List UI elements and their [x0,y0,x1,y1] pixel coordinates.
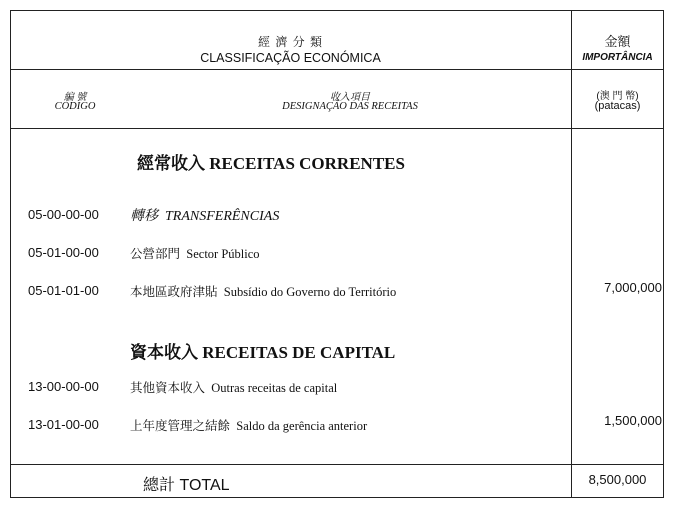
currency-header-pt: (patacas) [594,100,641,112]
row-designation [130,205,279,225]
header-divider-bottom [10,128,664,129]
header-divider-top [10,69,664,70]
section-current-pt: RECEITAS CORRENTES [209,154,405,173]
amount-title-zh: 金額 [604,34,631,49]
section-current-revenue [137,149,405,174]
row-designation [130,244,260,262]
designation-header-pt: DESIGNAÇÃO DAS RECEITAS [282,101,418,112]
total-label-zh: 總計 [143,477,176,494]
amount-column-divider [571,10,572,498]
section-capital-zh: 資本收入 [130,343,198,362]
section-capital-pt: RECEITAS DE CAPITAL [202,343,396,362]
row-designation-pt: Saldo da gerência anterior [236,419,368,433]
total-label-pt: TOTAL [179,477,230,494]
row-designation-zh: 公營部門 [130,247,181,261]
row-designation-zh: 本地區政府津貼 [130,285,218,299]
row-designation-pt: Subsídio do Governo do Território [223,285,397,299]
classification-title-pt: CLASSIFICAÇÃO ECONÓMICA [200,51,381,65]
code-header-pt: CÓDIGO [54,101,96,112]
currency-header-zh: (澳 門 幣) [596,91,639,102]
row-code: 05-00-00-00 [28,207,99,222]
section-capital-revenue [130,338,395,363]
row-designation-pt: TRANSFERÊNCIAS [165,209,280,224]
row-designation [130,416,367,434]
row-amount: 1,500,000 [604,413,662,428]
row-designation-zh: 轉移 [130,209,158,224]
code-header-zh: 編 號 [63,92,87,103]
total-divider [10,464,664,465]
total-amount: 8,500,000 [588,472,647,487]
row-code: 13-01-00-00 [28,417,99,432]
row-code: 05-01-01-00 [28,283,99,298]
row-designation-zh: 上年度管理之結餘 [130,419,231,433]
designation-header-zh: 收入項目 [330,92,370,103]
row-designation-pt: Sector Público [186,247,260,261]
row-designation [130,282,396,300]
row-designation-pt: Outras receitas de capital [211,381,338,395]
row-code: 13-00-00-00 [28,379,99,394]
amount-title-pt: IMPORTÂNCIA [582,52,653,63]
total-label [143,472,230,495]
row-designation-zh: 其他資本收入 [130,381,206,395]
classification-title-zh: 經 濟 分 類 [257,35,323,49]
row-code: 05-01-00-00 [28,245,99,260]
row-amount: 7,000,000 [604,280,662,295]
section-current-zh: 經常收入 [137,154,205,173]
row-designation [130,378,337,396]
